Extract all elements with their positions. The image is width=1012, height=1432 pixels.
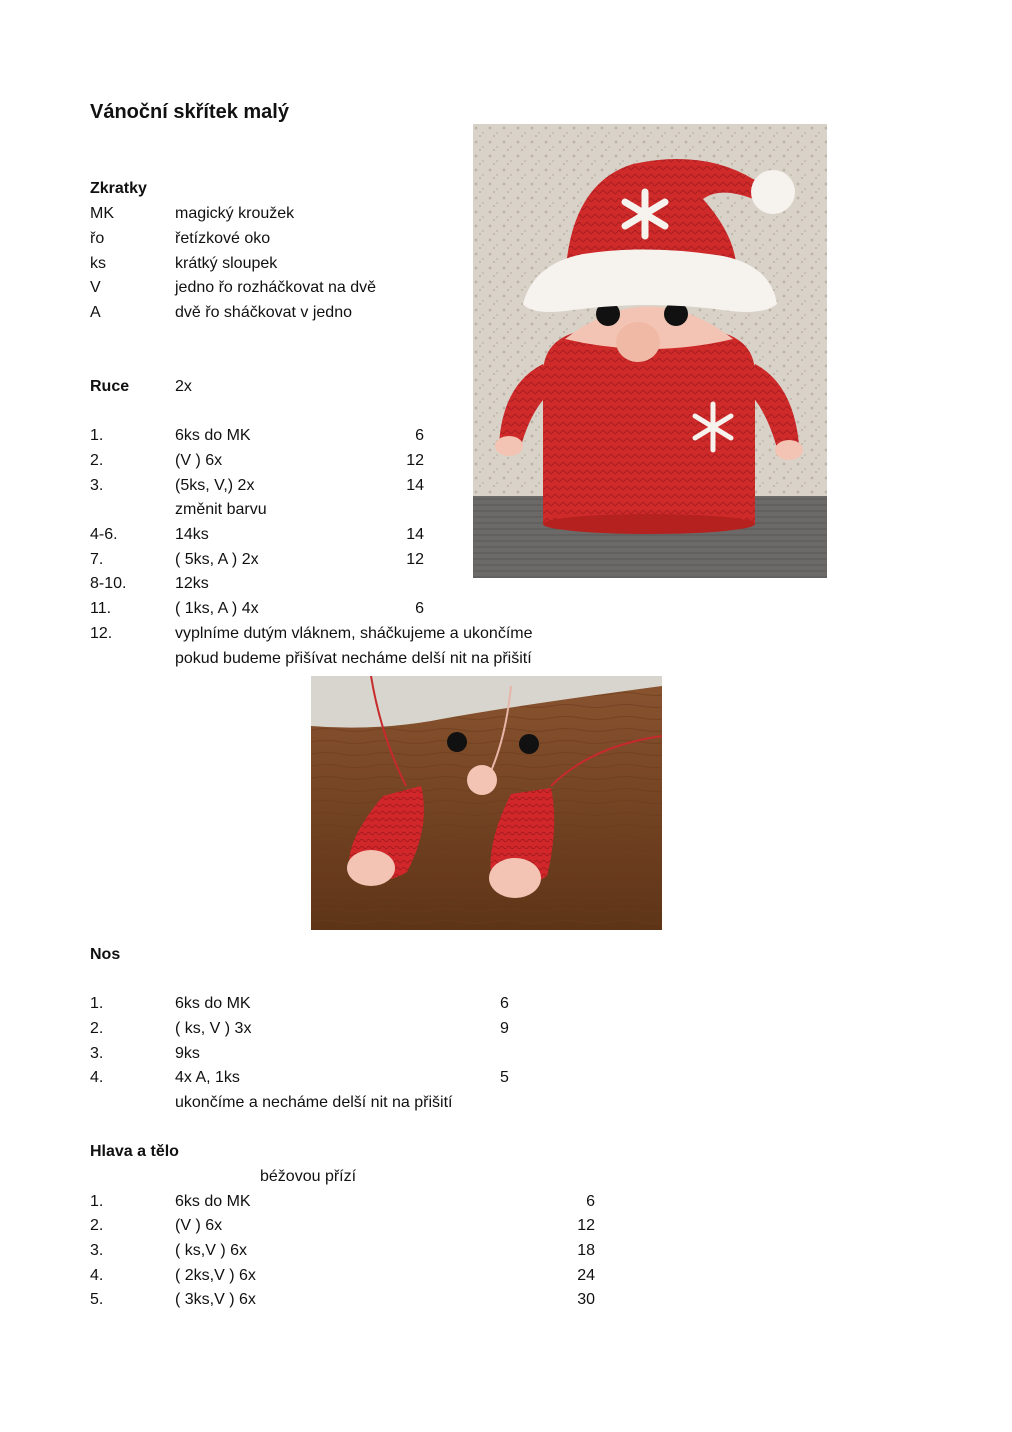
round-instruction: ( 1ks, A ) 4x <box>175 600 259 617</box>
gnome-photo <box>473 124 827 578</box>
round-number: 5. <box>90 1291 104 1308</box>
abbr-meaning: řetízkové oko <box>175 230 271 247</box>
stitch-count: 9 <box>500 1020 509 1037</box>
stitch-count: 12 <box>406 452 424 469</box>
document-title: Vánoční skřítek malý <box>90 101 289 123</box>
round-number: 4. <box>90 1267 104 1284</box>
round-number: 12. <box>90 625 113 642</box>
round-instruction: ukončíme a necháme delší nit na přišití <box>175 1094 453 1111</box>
round-instruction: ( 3ks,V ) 6x <box>175 1291 256 1308</box>
round-instruction: (5ks, V,) 2x <box>175 477 255 494</box>
round-number: 4-6. <box>90 526 118 543</box>
ruce-heading: Ruce <box>90 378 130 395</box>
abbr-term: ks <box>90 255 106 272</box>
abbr-meaning: magický kroužek <box>175 205 295 222</box>
round-instruction: 6ks do MK <box>175 1193 251 1210</box>
round-instruction: 14ks <box>175 526 209 543</box>
abbr-term: řo <box>90 230 105 247</box>
round-number: 8-10. <box>90 575 127 592</box>
round-instruction: 6ks do MK <box>175 427 251 444</box>
round-number: 1. <box>90 1193 104 1210</box>
round-number: 2. <box>90 452 104 469</box>
stitch-count: 14 <box>406 477 424 494</box>
stitch-count: 6 <box>415 427 424 444</box>
round-instruction: vyplníme dutým vláknem, sháčkujeme a ukončíme <box>175 625 533 642</box>
stitch-count: 30 <box>577 1291 595 1308</box>
stitch-count: 12 <box>577 1217 595 1234</box>
abbreviations-heading: Zkratky <box>90 180 147 197</box>
round-instruction: ( ks,V ) 6x <box>175 1242 248 1259</box>
stitch-count: 5 <box>500 1069 509 1086</box>
round-instruction: 9ks <box>175 1045 200 1062</box>
stitch-count: 14 <box>406 526 424 543</box>
stitch-count: 24 <box>577 1267 595 1284</box>
round-number: 2. <box>90 1020 104 1037</box>
round-instruction: (V ) 6x <box>175 452 223 469</box>
round-instruction: změnit barvu <box>175 501 267 518</box>
abbr-term: MK <box>90 205 114 222</box>
round-instruction: (V ) 6x <box>175 1217 223 1234</box>
round-number: 4. <box>90 1069 104 1086</box>
round-instruction: ( ks, V ) 3x <box>175 1020 252 1037</box>
round-number: 2. <box>90 1217 104 1234</box>
stitch-count: 6 <box>586 1193 595 1210</box>
round-instruction: pokud budeme přišívat necháme delší nit na přišití <box>175 650 532 667</box>
abbr-meaning: krátký sloupek <box>175 255 278 272</box>
round-instruction: 12ks <box>175 575 209 592</box>
round-number: 7. <box>90 551 104 568</box>
abbr-term: A <box>90 304 101 321</box>
stitch-count: 18 <box>577 1242 595 1259</box>
round-number: 1. <box>90 995 104 1012</box>
round-instruction: ( 2ks,V ) 6x <box>175 1267 256 1284</box>
hlava-heading: Hlava a tělo <box>90 1143 179 1160</box>
abbr-term: V <box>90 279 101 296</box>
ruce-count: 2x <box>175 378 192 395</box>
abbr-meaning: jedno řo rozháčkovat na dvě <box>175 279 377 296</box>
round-number: 3. <box>90 1045 104 1062</box>
hlava-note: béžovou přízí <box>260 1168 357 1185</box>
stitch-count: 6 <box>415 600 424 617</box>
round-instruction: ( 5ks, A ) 2x <box>175 551 259 568</box>
round-number: 3. <box>90 477 104 494</box>
round-number: 3. <box>90 1242 104 1259</box>
round-number: 1. <box>90 427 104 444</box>
round-instruction: 4x A, 1ks <box>175 1069 240 1086</box>
round-instruction: 6ks do MK <box>175 995 251 1012</box>
stitch-count: 12 <box>406 551 424 568</box>
nos-heading: Nos <box>90 946 121 963</box>
round-number: 11. <box>90 600 112 617</box>
abbr-meaning: dvě řo sháčkovat v jedno <box>175 304 352 321</box>
stitch-count: 6 <box>500 995 509 1012</box>
parts-photo <box>311 676 662 930</box>
